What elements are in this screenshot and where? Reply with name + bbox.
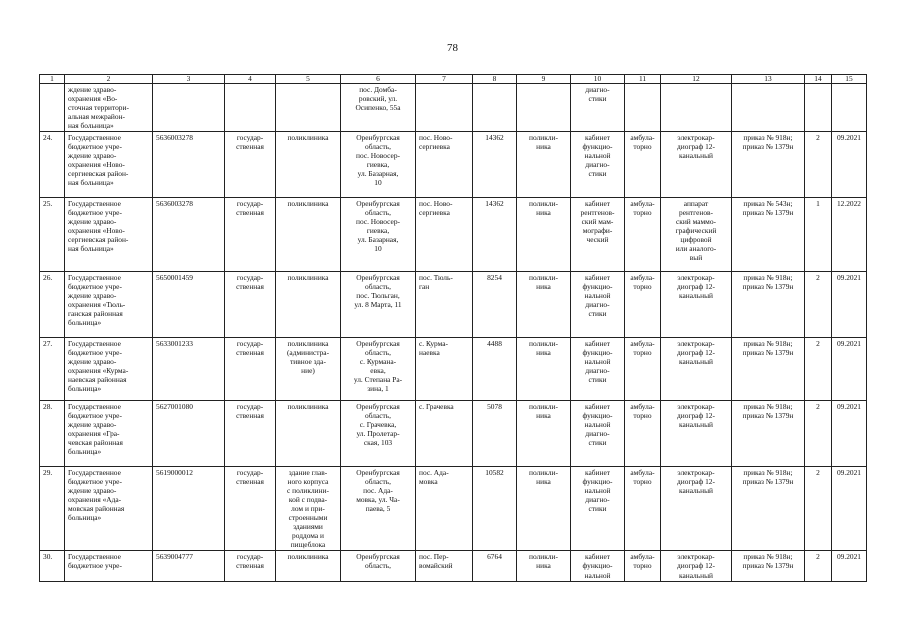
quantity-cell: 2: [805, 401, 832, 467]
column-number-row: [40, 75, 867, 84]
order-reference-cell: приказ № 543н; приказ № 1379н: [732, 198, 805, 272]
column-number-15: 15: [832, 75, 867, 84]
facility-type-cell: поликли- ника: [517, 467, 571, 551]
install-date-cell: 09.2021: [832, 401, 867, 467]
column-number-2: 2: [65, 75, 153, 84]
page-number: 78: [447, 42, 458, 54]
column-number-5: 5: [276, 75, 341, 84]
table-row: [40, 132, 867, 198]
organization-name-cell: Государственное бюджетное учре- ждение здраво- охранения «Ада- мовская районная больница»: [65, 467, 153, 551]
equipment-name-cell: электрокар- диограф 12- канальный: [661, 467, 732, 551]
inn-code-cell: 5636003278: [153, 132, 225, 198]
unit-name-cell: кабинет функцио- нальной диагно- стики: [571, 401, 625, 467]
ownership-form-cell: государ- ственная: [225, 467, 276, 551]
order-reference-cell: приказ № 918н; приказ № 1379н: [732, 401, 805, 467]
order-reference-cell: приказ № 918н; приказ № 1379н: [732, 551, 805, 581]
table-row: [40, 551, 867, 581]
row-number-cell: 30.: [40, 551, 65, 581]
locality-cell: пос. Пер- вомайский: [416, 551, 473, 581]
unit-name-cell: кабинет функцио- нальной диагно- стики: [571, 338, 625, 401]
table-row: [40, 338, 867, 401]
table-row: [40, 84, 867, 132]
facility-type-cell: поликли- ника: [517, 401, 571, 467]
ownership-form-cell: государ- ственная: [225, 401, 276, 467]
building-name-cell: здание глав- ного корпуса с поликлини- кой с подва- лом и при- строенными зданиями роддома и пищеблока: [276, 467, 341, 551]
ownership-form-cell: государ- ственная: [225, 198, 276, 272]
install-date-cell: 09.2021: [832, 272, 867, 338]
order-reference-cell: приказ № 918н; приказ № 1379н: [732, 272, 805, 338]
locality-cell: пос. Ново- сергиевка: [416, 132, 473, 198]
population-cell: 14362: [473, 198, 517, 272]
organization-name-cell: ждение здраво- охранения «Во- сточная территори- альная межрайон- ная больница»: [65, 84, 153, 132]
care-conditions-cell: [625, 84, 661, 132]
row-number-cell: 27.: [40, 338, 65, 401]
population-cell: 6764: [473, 551, 517, 581]
quantity-cell: [805, 84, 832, 132]
inn-code-cell: 5627001080: [153, 401, 225, 467]
address-cell: Оренбургская область, с. Грачевка, ул. Пролетар- ская, 103: [341, 401, 416, 467]
equipment-name-cell: [661, 84, 732, 132]
inn-code-cell: 5633001233: [153, 338, 225, 401]
equipment-table: [39, 74, 867, 582]
row-number-cell: 24.: [40, 132, 65, 198]
equipment-name-cell: электрокар- диограф 12- канальный: [661, 132, 732, 198]
organization-name-cell: Государственное бюджетное учре- ждение здраво- охранения «Ново- сергиевская район- ная больница»: [65, 198, 153, 272]
organization-name-cell: Государственное бюджетное учре-: [65, 551, 153, 581]
equipment-name-cell: аппарат рентгенов- ский маммо- графический цифровой или аналого- вый: [661, 198, 732, 272]
address-cell: Оренбургская область, пос. Тюльган, ул. 8 Марта, 11: [341, 272, 416, 338]
table-row: [40, 198, 867, 272]
install-date-cell: 09.2021: [832, 338, 867, 401]
locality-cell: с. Курма- наевка: [416, 338, 473, 401]
install-date-cell: 09.2021: [832, 132, 867, 198]
equipment-name-cell: электрокар- диограф 12- канальный: [661, 272, 732, 338]
population-cell: 14362: [473, 132, 517, 198]
unit-name-cell: кабинет функцио- нальной диагно- стики: [571, 272, 625, 338]
inn-code-cell: 5650001459: [153, 272, 225, 338]
address-cell: Оренбургская область, с. Курмана- евка, ул. Степана Ра- зина, 1: [341, 338, 416, 401]
care-conditions-cell: амбула- торно: [625, 551, 661, 581]
care-conditions-cell: амбула- торно: [625, 198, 661, 272]
column-number-9: 9: [517, 75, 571, 84]
table-row: [40, 401, 867, 467]
organization-name-cell: Государственное бюджетное учре- ждение здраво- охранения «Ново- сергиевская район- ная больница»: [65, 132, 153, 198]
facility-type-cell: поликли- ника: [517, 338, 571, 401]
quantity-cell: 2: [805, 338, 832, 401]
install-date-cell: 12.2022: [832, 198, 867, 272]
column-number-14: 14: [805, 75, 832, 84]
unit-name-cell: кабинет рентгенов- ский мам- мографи- ческий: [571, 198, 625, 272]
organization-name-cell: Государственное бюджетное учре- ждение здраво- охранения «Тюль- ганская районная больница»: [65, 272, 153, 338]
equipment-name-cell: электрокар- диограф 12- канальный: [661, 551, 732, 581]
row-number-cell: 25.: [40, 198, 65, 272]
table-row: [40, 467, 867, 551]
column-number-10: 10: [571, 75, 625, 84]
equipment-name-cell: электрокар- диограф 12- канальный: [661, 401, 732, 467]
ownership-form-cell: государ- ственная: [225, 338, 276, 401]
care-conditions-cell: амбула- торно: [625, 132, 661, 198]
quantity-cell: 1: [805, 198, 832, 272]
inn-code-cell: 5636003278: [153, 198, 225, 272]
row-number-cell: [40, 84, 65, 132]
inn-code-cell: 5639004777: [153, 551, 225, 581]
column-number-7: 7: [416, 75, 473, 84]
building-name-cell: поликлиника: [276, 401, 341, 467]
column-number-11: 11: [625, 75, 661, 84]
install-date-cell: [832, 84, 867, 132]
quantity-cell: 2: [805, 551, 832, 581]
facility-type-cell: поликли- ника: [517, 551, 571, 581]
table-row: [40, 272, 867, 338]
address-cell: Оренбургская область, пос. Новосер- гиевка, ул. Базарная, 10: [341, 198, 416, 272]
unit-name-cell: кабинет функцио- нальной диагно- стики: [571, 467, 625, 551]
install-date-cell: 09.2021: [832, 467, 867, 551]
building-name-cell: поликлиника (администра- тивное зда- ние): [276, 338, 341, 401]
building-name-cell: [276, 84, 341, 132]
column-number-13: 13: [732, 75, 805, 84]
building-name-cell: поликлиника: [276, 551, 341, 581]
address-cell: Оренбургская область, пос. Новосер- гиевка, ул. Базарная, 10: [341, 132, 416, 198]
inn-code-cell: [153, 84, 225, 132]
column-number-3: 3: [153, 75, 225, 84]
column-number-4: 4: [225, 75, 276, 84]
facility-type-cell: поликли- ника: [517, 132, 571, 198]
ownership-form-cell: государ- ственная: [225, 272, 276, 338]
building-name-cell: поликлиника: [276, 132, 341, 198]
organization-name-cell: Государственное бюджетное учре- ждение здраво- охранения «Гра- чевская районная больница»: [65, 401, 153, 467]
locality-cell: пос. Ада- мовка: [416, 467, 473, 551]
care-conditions-cell: амбула- торно: [625, 401, 661, 467]
column-number-1: 1: [40, 75, 65, 84]
order-reference-cell: приказ № 918н; приказ № 1379н: [732, 467, 805, 551]
quantity-cell: 2: [805, 272, 832, 338]
ownership-form-cell: государ- ственная: [225, 551, 276, 581]
unit-name-cell: кабинет функцио- нальной диагно- стики: [571, 132, 625, 198]
facility-type-cell: поликли- ника: [517, 272, 571, 338]
quantity-cell: 2: [805, 132, 832, 198]
unit-name-cell: диагно- стики: [571, 84, 625, 132]
unit-name-cell: кабинет функцио- нальной: [571, 551, 625, 581]
population-cell: 4488: [473, 338, 517, 401]
column-number-8: 8: [473, 75, 517, 84]
organization-name-cell: Государственное бюджетное учре- ждение здраво- охранения «Курма- наевская районная больница»: [65, 338, 153, 401]
building-name-cell: поликлиника: [276, 272, 341, 338]
column-number-12: 12: [661, 75, 732, 84]
order-reference-cell: приказ № 918н; приказ № 1379н: [732, 132, 805, 198]
population-cell: [473, 84, 517, 132]
care-conditions-cell: амбула- торно: [625, 272, 661, 338]
locality-cell: [416, 84, 473, 132]
install-date-cell: 09.2021: [832, 551, 867, 581]
table-body: [40, 84, 867, 582]
address-cell: пос. Домба- ровский, ул. Осипенко, 55а: [341, 84, 416, 132]
quantity-cell: 2: [805, 467, 832, 551]
locality-cell: пос. Ново- сергиевка: [416, 198, 473, 272]
locality-cell: пос. Тюль- ган: [416, 272, 473, 338]
care-conditions-cell: амбула- торно: [625, 338, 661, 401]
order-reference-cell: приказ № 918н; приказ № 1379н: [732, 338, 805, 401]
population-cell: 10582: [473, 467, 517, 551]
equipment-name-cell: электрокар- диограф 12- канальный: [661, 338, 732, 401]
inn-code-cell: 5619000012: [153, 467, 225, 551]
ownership-form-cell: государ- ственная: [225, 132, 276, 198]
order-reference-cell: [732, 84, 805, 132]
address-cell: Оренбургская область,: [341, 551, 416, 581]
column-number-6: 6: [341, 75, 416, 84]
row-number-cell: 29.: [40, 467, 65, 551]
facility-type-cell: [517, 84, 571, 132]
row-number-cell: 26.: [40, 272, 65, 338]
row-number-cell: 28.: [40, 401, 65, 467]
locality-cell: с. Грачевка: [416, 401, 473, 467]
population-cell: 5078: [473, 401, 517, 467]
ownership-form-cell: [225, 84, 276, 132]
facility-type-cell: поликли- ника: [517, 198, 571, 272]
care-conditions-cell: амбула- торно: [625, 467, 661, 551]
address-cell: Оренбургская область, пос. Ада- мовка, ул. Ча- паева, 5: [341, 467, 416, 551]
building-name-cell: поликлиника: [276, 198, 341, 272]
population-cell: 8254: [473, 272, 517, 338]
